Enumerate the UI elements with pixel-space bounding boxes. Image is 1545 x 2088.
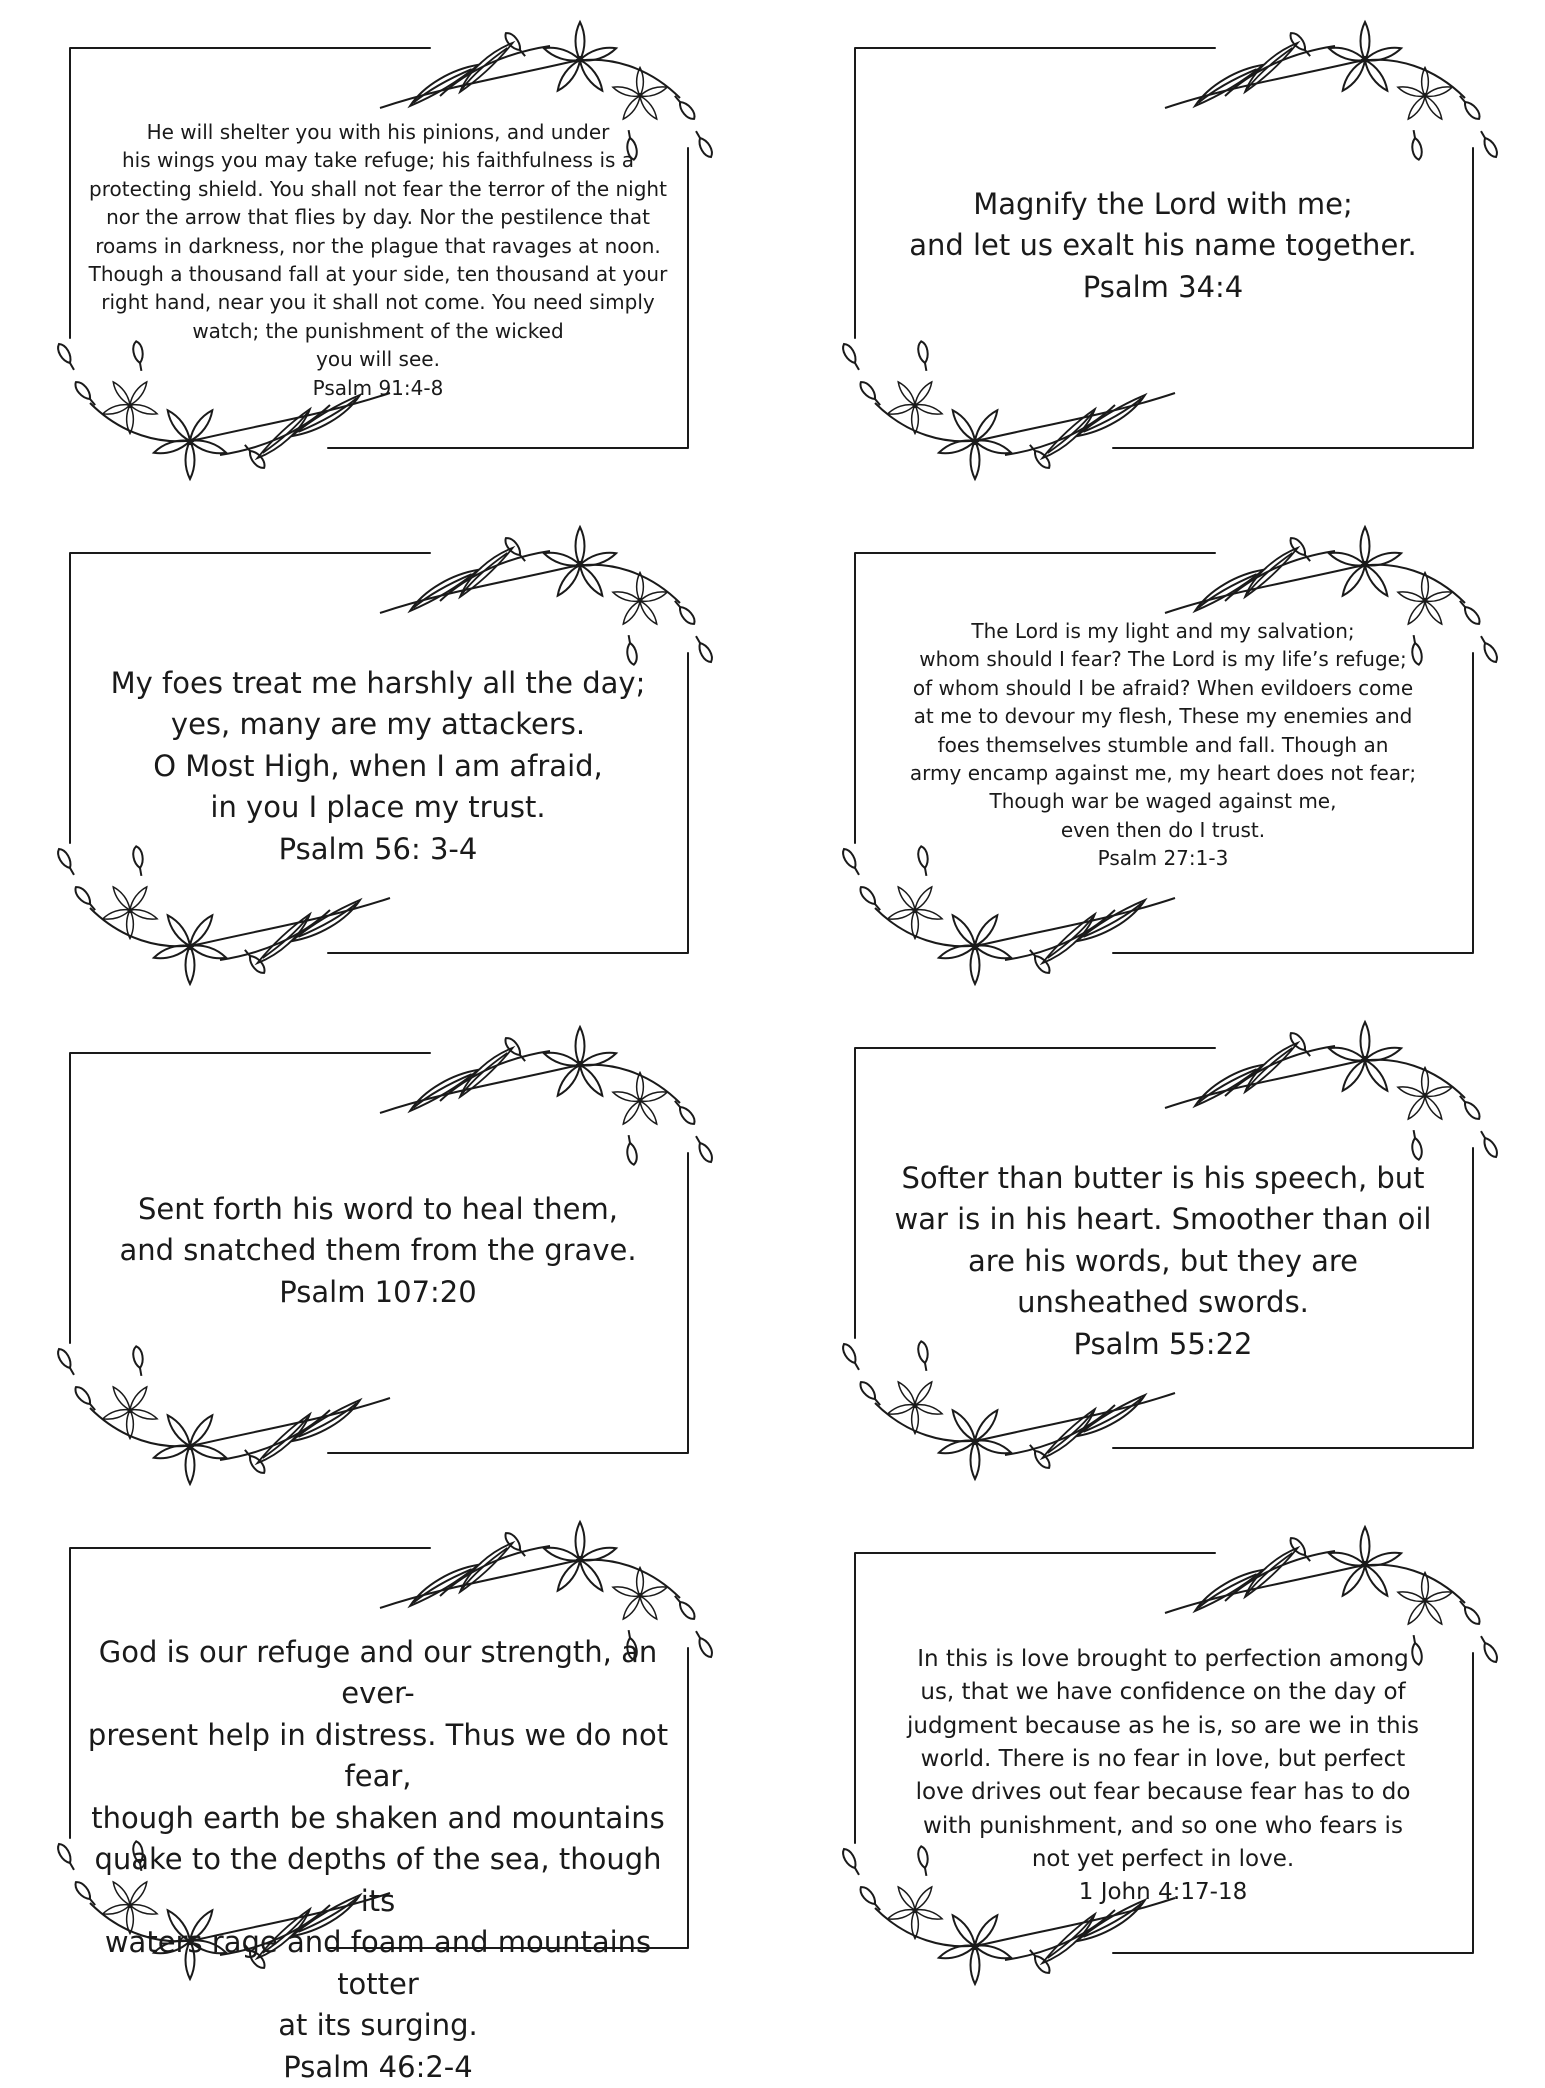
verse-card-2 <box>855 48 1545 518</box>
verse-text: In this is love brought to perfection among us, that we have confidence on the day of judgment because as he is, so are we in this world. There is no fear in love, but perfect love drives out fear because fear has to do with punishment, and so one who fears is not yet perfect in love. <box>907 1646 1419 1873</box>
verse-card-5 <box>70 1053 810 1523</box>
verse-text: Softer than butter is his speech, but war is in his heart. Smoother than oil are his words, but they are unsheathed swords. <box>894 1161 1432 1320</box>
verse-text: Sent forth his word to heal them, and snatched them from the grave. <box>119 1192 637 1268</box>
verse-reference: Psalm 56: 3-4 <box>278 831 478 866</box>
verse-card-8 <box>855 1553 1545 2023</box>
verse-text-block <box>78 1632 678 2088</box>
verse-reference: 1 John 4:17-18 <box>1078 1879 1248 1906</box>
verse-reference: Psalm 27:1-3 <box>1097 846 1229 871</box>
verse-text-block <box>863 1158 1463 1365</box>
verse-text-block <box>863 617 1463 873</box>
verse-text: God is our refuge and our strength, an ever- present help in distress. Thus we do not fear, though earth be shaken and mountains quake to the depths of the sea, though its waters rage and foam and mountains totter at its surging. <box>87 1635 669 2043</box>
verse-reference: Psalm 34:4 <box>1082 269 1244 304</box>
verse-text: Magnify the Lord with me; and let us exalt his name together. <box>909 187 1417 263</box>
verse-text-block <box>78 118 678 402</box>
verse-card-3 <box>70 553 810 1023</box>
verse-text-block <box>78 1189 678 1313</box>
verse-card-7 <box>70 1548 810 2084</box>
verse-text-block <box>863 1643 1463 1910</box>
verse-text-block <box>863 184 1463 308</box>
verse-text: He will shelter you with his pinions, and under his wings you may take refuge; his faithfulness is a protecting shield. You shall not fear the terror of the night nor the arrow that flies by day. Nor the pestilence that roams in darkness, nor the plague that ravages at noon. Though a thousand fall at your side, ten thousand at your right hand, near you it shall not come. You need simply watch; the punishment of the wicked you will see. <box>88 120 668 372</box>
verse-card-4 <box>855 553 1545 1023</box>
verse-reference: Psalm 55:22 <box>1073 1326 1253 1361</box>
verse-reference: Psalm 46:2-4 <box>283 2049 473 2084</box>
verse-card-6 <box>855 1048 1545 1518</box>
verse-reference: Psalm 91:4-8 <box>312 375 444 400</box>
verse-reference: Psalm 107:20 <box>279 1274 477 1309</box>
verse-text: The Lord is my light and my salvation; whom should I fear? The Lord is my life’s refuge; of whom should I be afraid? When evildoers come at me to devour my flesh, These my enemies and foes themselves stumble and fall. Though an army encamp against me, my heart does not fear; Though war be waged against me, even then do I trust. <box>909 619 1417 842</box>
verse-text-block <box>78 663 678 870</box>
verse-text: My foes treat me harshly all the day; yes, many are my attackers. O Most High, when I am afraid, in you I place my trust. <box>110 666 646 825</box>
verse-card-1 <box>70 48 810 518</box>
